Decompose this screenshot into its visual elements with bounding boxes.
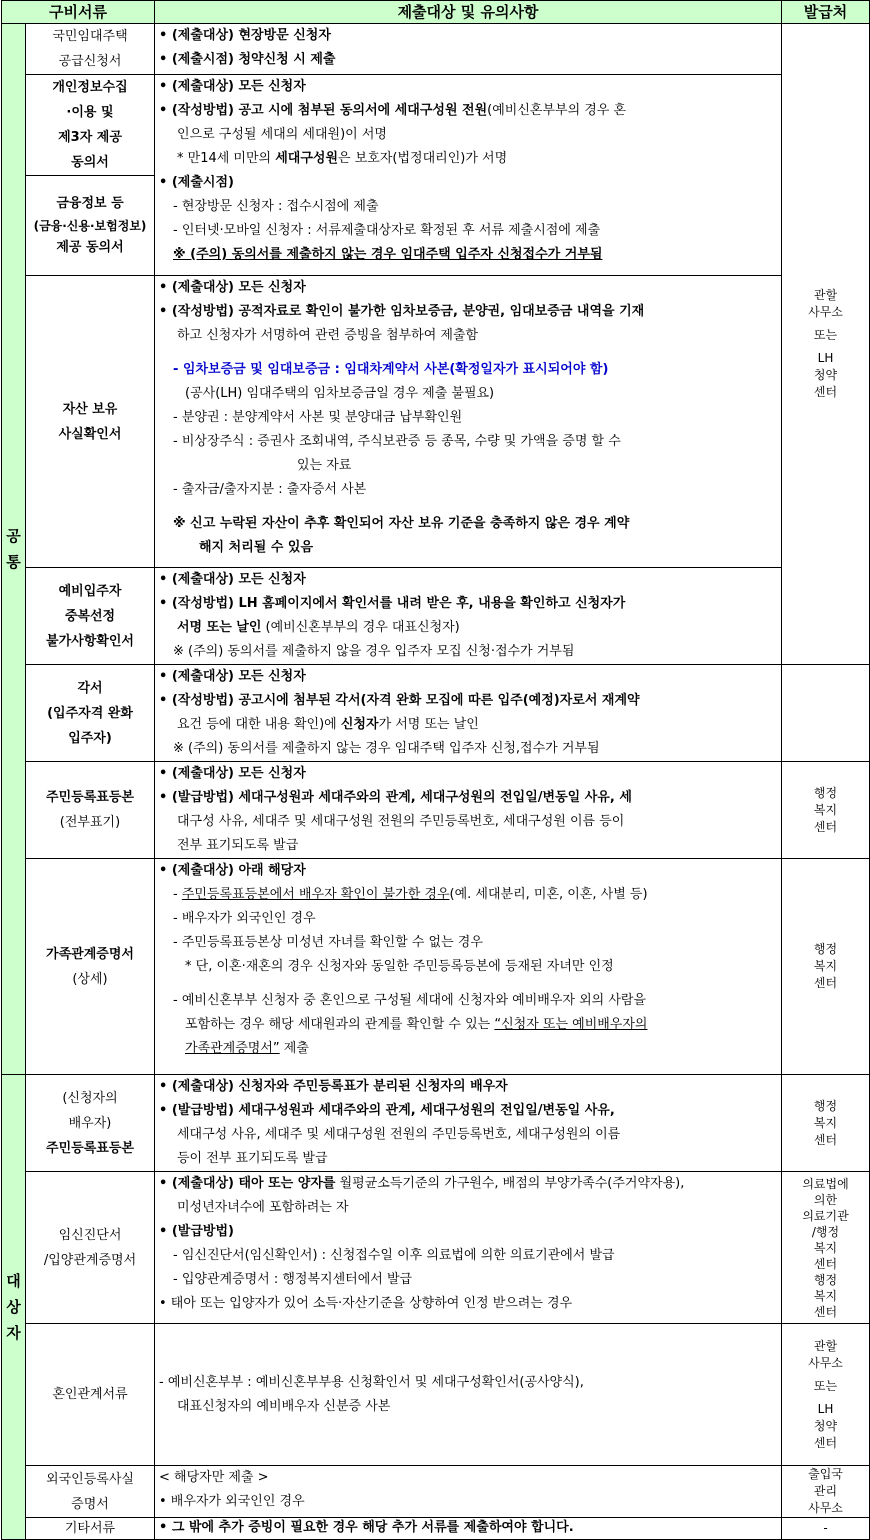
requirements-cell: • (제출대상) 신청자와 주민등록표가 분리된 신청자의 배우자 • (발급방법) 세대구성원과 세대주와의 관계, 세대구성원의 전입일/변동일 사유, 세대구성 사유, 세대주 및 세대구성원 전원의 주민등록번호, 세대구성원의 이름 등이 전부 표기되도록 발급 bbox=[155, 1075, 782, 1172]
header-issuer: 발급처 bbox=[782, 1, 870, 24]
doc-name-cell: 가족관계증명서 (상세) bbox=[26, 859, 155, 1075]
table-row bbox=[2, 276, 870, 568]
requirements-cell: • (제출대상) 태아 또는 양자를 월평균소득기준의 가구원수, 배점의 부양가족수(주거약자용), 미성년자녀수에 포함하려는 자 • (발급방법) - 임신진단서(임신확인서) : 신청접수일 이후 의료법에 의한 의료기관에서 발급 - 입양관계증명서 : 행정복지센터에서 발급 • 태아 또는 입양자가 있어 소득·자산기준을 상향하여 인정 받으려는 경우 bbox=[155, 1172, 782, 1324]
issuer-lh-office: 관할 사무소 또는 LH 청약 센터 bbox=[782, 24, 870, 665]
doc-name-cell: 자산 보유 사실확인서 bbox=[26, 276, 155, 568]
doc-name-cell: 혼인관계서류 bbox=[26, 1324, 155, 1466]
requirements-cell: • (제출대상) 아래 해당자 - 주민등록표등본에서 배우자 확인이 불가한 경우(예. 세대분리, 미혼, 이혼, 사별 등) - 배우자가 외국인인 경우 - 주민등록표등본상 미성년 자녀를 확인할 수 없는 경우 * 단, 이혼·재혼의 경우 신청자와 동일한 주민등록등본에 등재된 자녀만 인정 - 예비신혼부부 신청자 중 혼인으로 구성될 세대에 신청자와 예비배우자 외의 사람을 포함하는 경우 해당 세대원과의 관계를 확인할 수 있는 “신청자 또는 예비배우자의 가족관계증명서” 제출 bbox=[155, 859, 782, 1075]
issuer-lh-office: 관할 사무소 또는 LH 청약 센터 bbox=[782, 1324, 870, 1466]
table-row bbox=[2, 1075, 870, 1172]
table-row bbox=[2, 75, 870, 176]
table-row bbox=[2, 24, 870, 75]
doc-name-cell: 개인정보수집 ·이용 및 제3자 제공 동의서 bbox=[26, 75, 155, 176]
requirements-cell: • (제출대상) 모든 신청자 • (작성방법) 공고시에 첨부된 각서(자격 완화 모집에 따른 입주(예정)자로서 재계약 요건 등에 대한 내용 확인)에 신청자가 서명 또는 날인 ※ (주의) 동의서를 제출하지 않는 경우 임대주택 입주자 신청,접수가 거부됨 bbox=[155, 665, 782, 762]
issuer-welfare-center: 행정 복지 센터 bbox=[782, 762, 870, 859]
requirements-cell: • (제출대상) 모든 신청자 • (작성방법) 공적자료로 확인이 불가한 임차보증금, 분양권, 임대보증금 내역을 기재 하고 신청자가 서명하여 관련 증빙을 첨부하여 제출함 - 임차보증금 및 임대보증금 : 임대차계약서 사본(확정일자가 표시되어야 함) (공사(LH) 임대주택의 임차보증금일 경우 제출 불필요) - 분양권 : 분양계약서 사본 및 분양대금 납부확인원 - 비상장주식 : 증권사 조회내역, 주식보관증 등 종목, 수량 및 가액을 증명 할 수 있는 자료 - 출자금/출자지분 : 출자증서 사본 ※ 신고 누락된 자산이 추후 확인되어 자산 보유 기준을 충족하지 않은 경우 계약 해지 처리될 수 있음 bbox=[155, 276, 782, 568]
table-row bbox=[2, 762, 870, 859]
requirements-cell: - 예비신혼부부 : 예비신혼부부용 신청확인서 및 세대구성확인서(공사양식), 대표신청자의 예비배우자 신분증 사본 bbox=[155, 1324, 782, 1466]
table-row bbox=[2, 568, 870, 665]
header-documents: 구비서류 bbox=[2, 1, 155, 24]
doc-name-cell: 예비입주자 중복선정 불가사항확인서 bbox=[26, 568, 155, 665]
document-requirements-table bbox=[1, 0, 870, 1540]
doc-name-cell: 임신진단서 /입양관계증명서 bbox=[26, 1172, 155, 1324]
doc-name-cell: 각서 (입주자격 완화 입주자) bbox=[26, 665, 155, 762]
issuer-none: - bbox=[782, 1518, 870, 1540]
table-row bbox=[2, 1324, 870, 1466]
issuer-medical-welfare: 의료법에 의한 의료기관 /행정 복지 센터 행정 복지 센터 bbox=[782, 1172, 870, 1324]
header-requirements: 제출대상 및 유의사항 bbox=[155, 1, 782, 24]
requirements-cell: • (제출대상) 모든 신청자 • (작성방법) 공고 시에 첨부된 동의서에 세대구성원 전원(예비신혼부부의 경우 혼 인으로 구성될 세대의 세대원)이 서명 * 만14세 미만의 세대구성원은 보호자(법정대리인)가 서명 • (제출시점) - 현장방문 신청자 : 접수시점에 제출 - 인터넷·모바일 신청자 : 서류제출대상자로 확정된 후 서류 제출시점에 제출 ※ (주의) 동의서를 제출하지 않는 경우 임대주택 입주자 신청접수가 거부됨 bbox=[155, 75, 782, 276]
requirements-cell: < 해당자만 제출 > • 배우자가 외국인인 경우 bbox=[155, 1466, 782, 1518]
doc-name-cell: 주민등록표등본 (전부표기) bbox=[26, 762, 155, 859]
requirements-cell: • 그 밖에 추가 증빙이 필요한 경우 해당 추가 서류를 제출하여야 합니다. bbox=[155, 1518, 782, 1540]
doc-name-cell: 기타서류 bbox=[26, 1518, 155, 1540]
group-target: 대 상 자 bbox=[2, 1075, 26, 1540]
doc-name-cell: 금융정보 등 (금융·신용·보험정보) 제공 동의서 bbox=[26, 176, 155, 276]
doc-name-cell: 국민임대주택 공급신청서 bbox=[26, 24, 155, 75]
requirements-cell: • (제출대상) 모든 신청자 • (발급방법) 세대구성원과 세대주와의 관계, 세대구성원의 전입일/변동일 사유, 세 대구성 사유, 세대주 및 세대구성원 전원의 주민등록번호, 세대구성원 이름 등이 전부 표기되도록 발급 bbox=[155, 762, 782, 859]
doc-name-cell: (신청자의 배우자) 주민등록표등본 bbox=[26, 1075, 155, 1172]
table-row bbox=[2, 1466, 870, 1518]
table-row bbox=[2, 665, 870, 762]
table-row bbox=[2, 859, 870, 1075]
issuer-welfare-center: 행정 복지 센터 bbox=[782, 1075, 870, 1172]
table-row bbox=[2, 1172, 870, 1324]
group-common: 공 통 bbox=[2, 24, 26, 1075]
issuer-empty bbox=[782, 665, 870, 762]
issuer-immigration-office: 출입국 관리 사무소 bbox=[782, 1466, 870, 1518]
header-row bbox=[2, 1, 870, 24]
requirements-cell: • (제출대상) 현장방문 신청자 • (제출시점) 청약신청 시 제출 bbox=[155, 24, 782, 75]
requirements-cell: • (제출대상) 모든 신청자 • (작성방법) LH 홈페이지에서 확인서를 내려 받은 후, 내용을 확인하고 신청자가 서명 또는 날인 (예비신혼부부의 경우 대표신청자) ※ (주의) 동의서를 제출하지 않을 경우 입주자 모집 신청·접수가 거부됨 bbox=[155, 568, 782, 665]
doc-name-cell: 외국인등록사실 증명서 bbox=[26, 1466, 155, 1518]
issuer-welfare-center: 행정 복지 센터 bbox=[782, 859, 870, 1075]
